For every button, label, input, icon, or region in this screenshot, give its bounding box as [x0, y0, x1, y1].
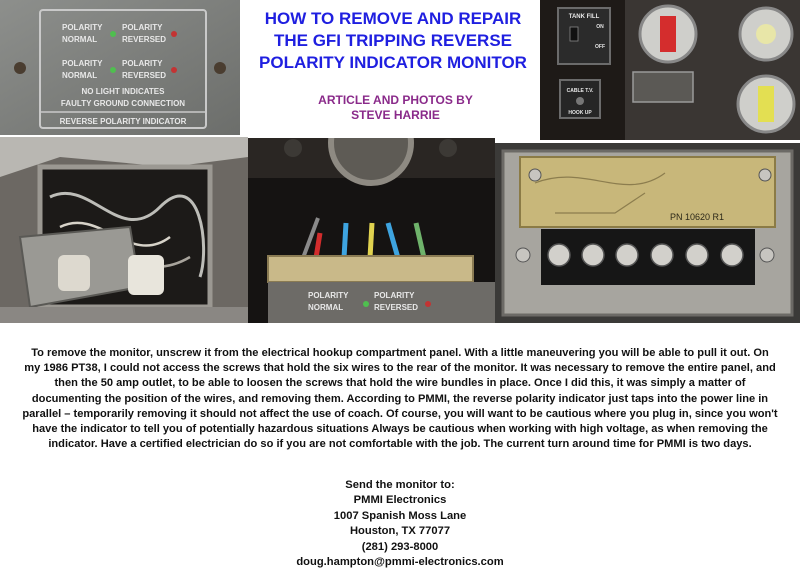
photo-monitor-wires	[248, 138, 495, 323]
byline-line: ARTICLE AND PHOTOS BY	[318, 93, 473, 107]
on-label: ON	[596, 24, 604, 30]
yellow-tab-icon	[758, 86, 774, 122]
polarity-label-4: POLARITY	[122, 59, 163, 68]
plate-label: REVERSE POLARITY INDICATOR	[59, 117, 187, 126]
contact-phone: (281) 293-8000	[361, 540, 439, 553]
screw-icon	[214, 62, 226, 74]
page-title	[248, 8, 538, 74]
green-led-icon	[110, 31, 116, 37]
polarity-label-5: POLARITY	[308, 291, 349, 300]
red-led-icon	[171, 31, 177, 37]
byline	[258, 93, 533, 123]
cable-tv-label: CABLE T.V.	[566, 88, 594, 94]
screw-icon	[516, 248, 530, 262]
terminal-screw-icon	[686, 244, 708, 266]
photo-circuit-board	[495, 143, 800, 323]
polarity-label-2: POLARITY	[122, 23, 163, 32]
terminal-screw-icon	[721, 244, 743, 266]
hook-up-label: HOOK UP	[568, 110, 592, 116]
photo-hookup-compartment	[540, 0, 800, 140]
contact-block	[250, 478, 550, 570]
reversed-label-1: REVERSED	[122, 35, 167, 44]
polarity-label-3: POLARITY	[62, 59, 103, 68]
toggle-switch-icon	[570, 27, 578, 41]
outlet-icon	[58, 255, 90, 291]
green-led-icon	[363, 301, 369, 307]
screw-icon	[284, 139, 302, 157]
contact-street: 1007 Spanish Moss Lane	[333, 509, 467, 522]
photo-indicator-panel	[0, 0, 240, 135]
off-label: OFF	[595, 44, 605, 50]
terminal-screw-icon	[582, 244, 604, 266]
normal-label-3: NORMAL	[308, 303, 344, 312]
polarity-label-6: POLARITY	[374, 291, 415, 300]
green-led-icon	[110, 67, 116, 73]
normal-label-1: NORMAL	[62, 35, 98, 44]
screw-icon	[760, 248, 774, 262]
byline-line: STEVE HARRIE	[351, 108, 440, 122]
note-line-1: NO LIGHT INDICATES	[81, 87, 165, 96]
reversed-label-3: REVERSED	[374, 303, 419, 312]
polarity-label-1: POLARITY	[62, 23, 103, 32]
screw-icon	[529, 169, 541, 181]
terminal-screw-icon	[548, 244, 570, 266]
red-led-icon	[425, 301, 431, 307]
outlet-icon	[128, 255, 164, 295]
contact-city: Houston, TX 77077	[349, 525, 451, 538]
normal-label-2: NORMAL	[62, 71, 98, 80]
screw-icon	[14, 62, 26, 74]
label-plate-icon	[633, 72, 693, 102]
screw-icon	[439, 139, 457, 157]
contact-intro: Send the monitor to:	[345, 479, 455, 491]
article-body: To remove the monitor, unscrew it from the electrical hookup compartment panel. With a little maneuvering you will be able to pull it out. On my 1986 PT38, I could not access the screws that hold the six wires to the rear of the monitor. It was necessary to remove the entire panel, and then the 50 amp outlet, to be able to loosen the screws that hold the wire bundles in place. Once I did this, it was simply a matter of documenting the position of the wires, and removing them. According to PMMI, the reverse polarity indicator just taps into the power line in parallel – temporarily removing it should not affect the use of coach. Of course, you will want to be cautious where you plug in, since you won't have the indicator to tell you of potentially hazardous situations Always be cautious when working with high voltage, as when removing the indicator. Have a certified electrician do so if you are not comfortable with the job. The current turn around time for PMMI is two days.	[22, 347, 778, 451]
contact-email[interactable]: doug.hampton@pmmi-electronics.com	[296, 556, 504, 569]
note-line-2: FAULTY GROUND CONNECTION	[60, 99, 186, 108]
photo-panel-removed	[0, 137, 248, 323]
title-line: POLARITY INDICATOR MONITOR	[259, 53, 527, 72]
reversed-label-2: REVERSED	[122, 71, 167, 80]
red-tab-icon	[660, 16, 676, 52]
red-led-icon	[171, 67, 177, 73]
contact-company: PMMI Electronics	[353, 494, 447, 507]
title-line: THE GFI TRIPPING REVERSE	[273, 31, 513, 50]
tank-fill-label: TANK FILL	[568, 14, 600, 20]
title-line: HOW TO REMOVE AND REPAIR	[264, 9, 522, 28]
coax-jack-icon	[576, 97, 584, 105]
part-number-label: PN 10620 R1	[670, 212, 725, 222]
terminal-screw-icon	[616, 244, 638, 266]
terminal-screw-icon	[651, 244, 673, 266]
screw-icon	[759, 169, 771, 181]
